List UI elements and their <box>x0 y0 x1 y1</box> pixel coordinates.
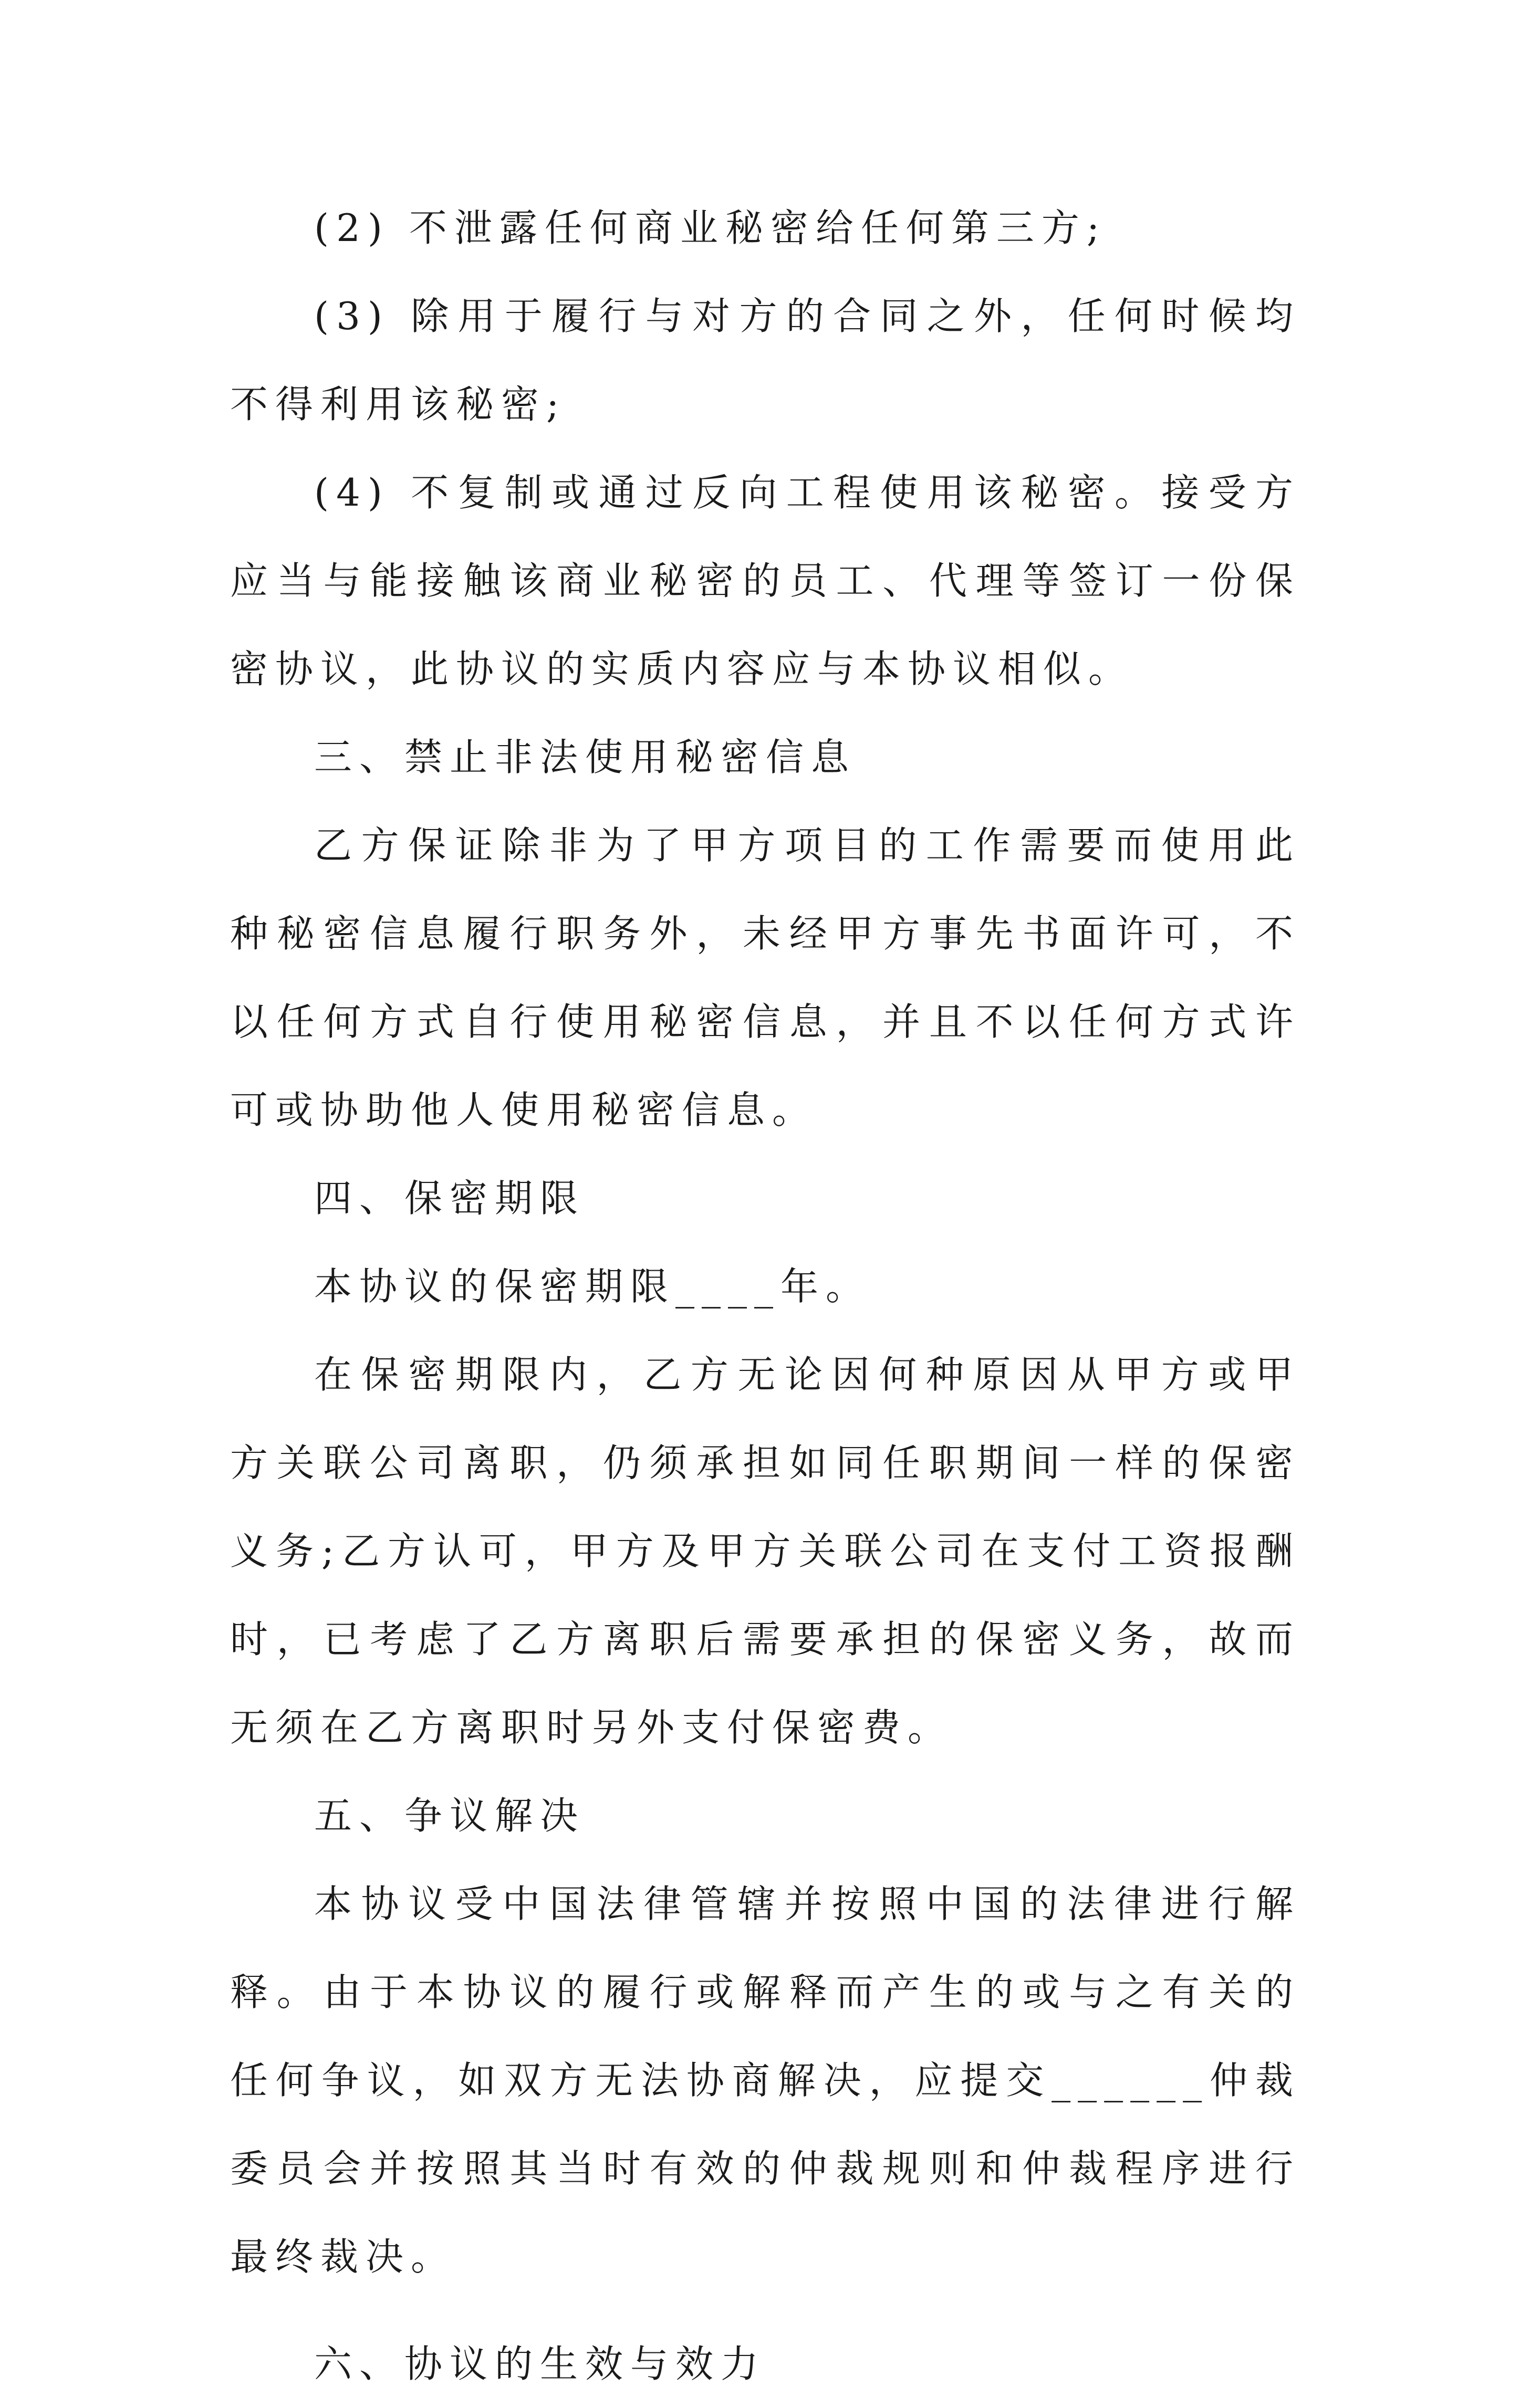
clause-item-3: (3) 除用于履行与对方的合同之外，任何时候均不得利用该秘密; <box>230 294 1300 426</box>
section-heading-4: 四、保密期限 <box>314 1176 586 1220</box>
section-3-paragraph: 乙方保证除非为了甲方项目的工作需要而使用此种秘密信息履行职务外，未经甲方事先书面许可，不以任何方式自行使用秘密信息，并且不以任何方式许可或协助他人使用秘密信息。 <box>230 823 1300 1132</box>
section-heading-5: 五、争议解决 <box>314 1794 586 1838</box>
document-body <box>230 184 1300 2408</box>
section-heading-3: 三、禁止非法使用秘密信息 <box>314 735 857 779</box>
section-5-paragraph: 本协议受中国法律管辖并按照中国的法律进行解释。由于本协议的履行或解释而产生的或与之有关的任何争议，如双方无法协商解决，应提交______仲裁委员会并按照其当时有效的仲裁规则和仲裁程序进行最终裁决。 <box>230 1882 1300 2279</box>
section-heading-6: 六、协议的生效与效力 <box>314 2342 766 2386</box>
clause-item-4: (4) 不复制或通过反向工程使用该秘密。接受方应当与能接触该商业秘密的员工、代理等签订一份保密协议，此协议的实质内容应与本协议相似。 <box>230 470 1300 691</box>
section-4-paragraph: 在保密期限内，乙方无论因何种原因从甲方或甲方关联公司离职，仍须承担如同任职期间一样的保密义务;乙方认可，甲方及甲方关联公司在支付工资报酬时，已考虑了乙方离职后需要承担的保密义务，故而无须在乙方离职时另外支付保密费。 <box>230 1353 1300 1750</box>
confidentiality-term-paragraph: 本协议的保密期限____年。 <box>314 1264 871 1308</box>
clause-item-2: (2) 不泄露任何商业秘密给任何第三方; <box>314 206 1107 250</box>
